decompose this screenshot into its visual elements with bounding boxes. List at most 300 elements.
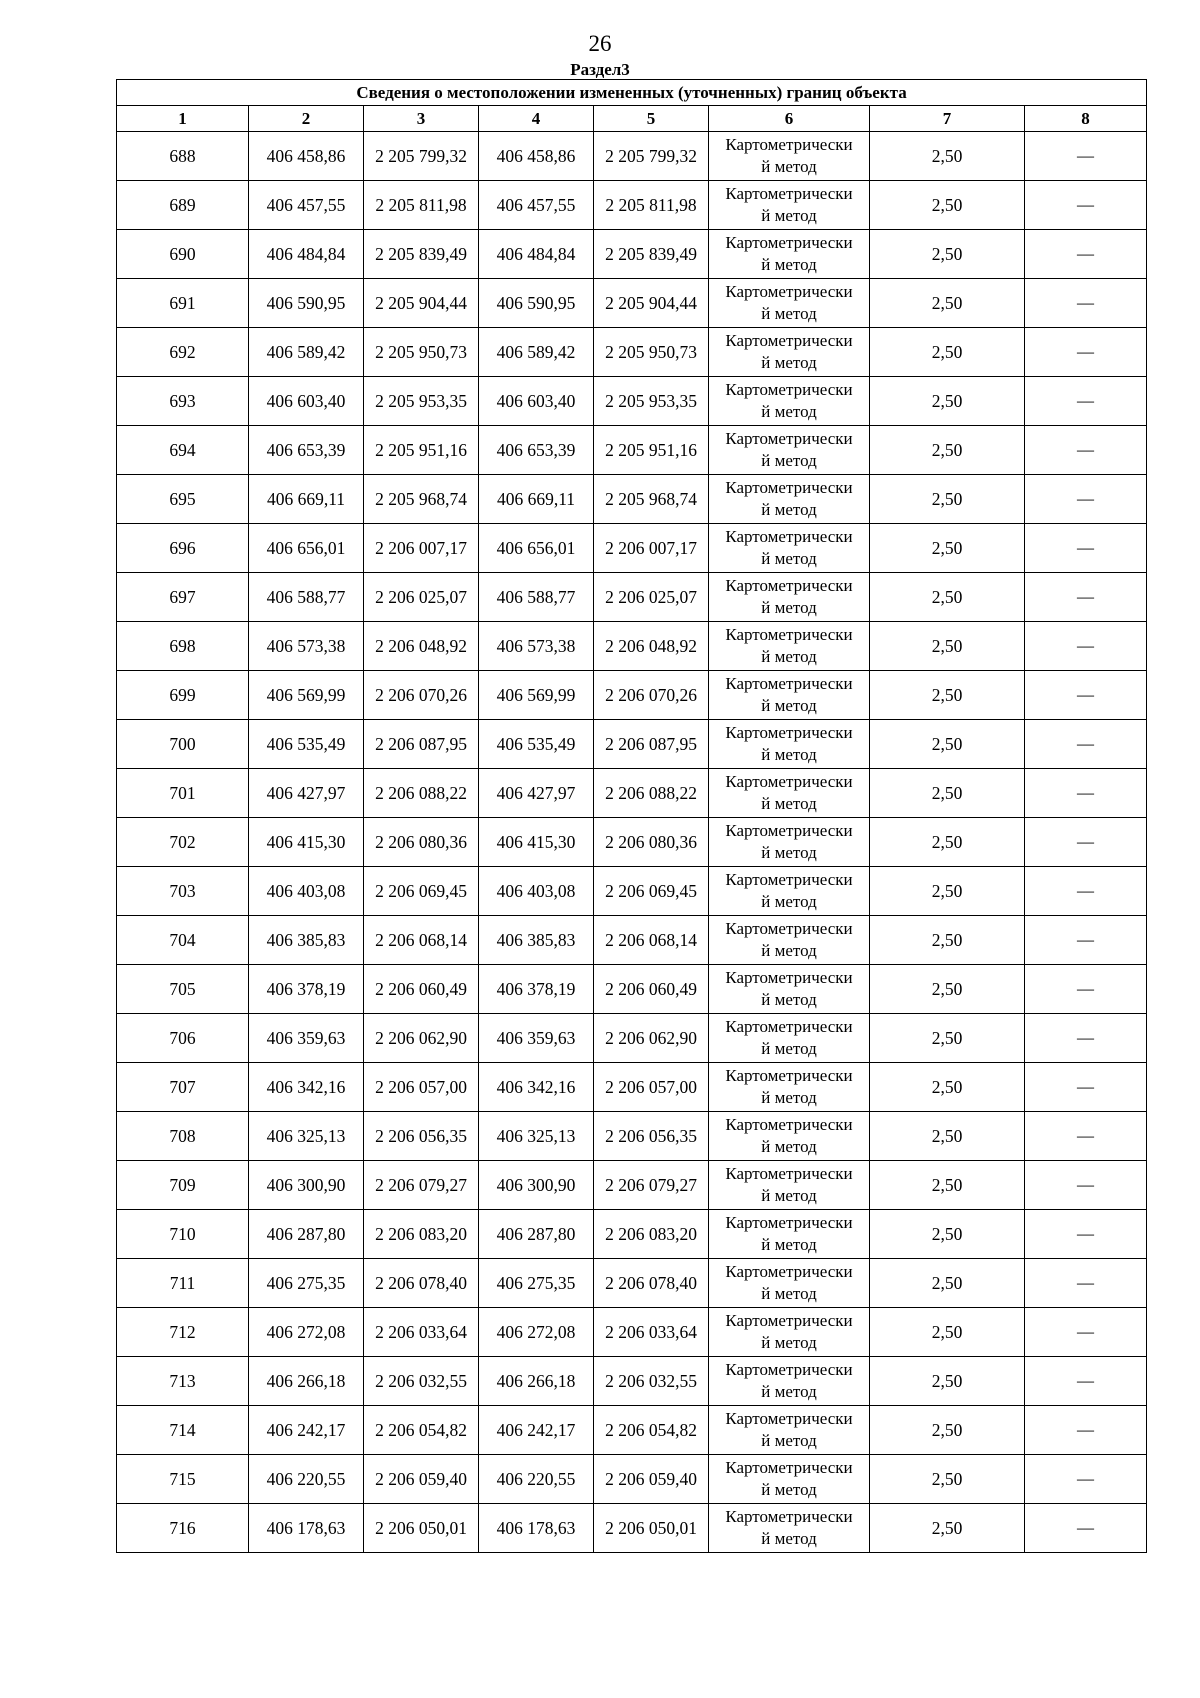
method-text-line2: й метод bbox=[761, 745, 817, 764]
accuracy-cell: 2,50 bbox=[870, 1112, 1025, 1161]
y-coordinate-existing-cell: 2 205 904,44 bbox=[364, 279, 479, 328]
x-coordinate-existing-cell: 406 300,90 bbox=[249, 1161, 364, 1210]
x-coordinate-existing-cell: 406 325,13 bbox=[249, 1112, 364, 1161]
method-text-line2: й метод bbox=[761, 1137, 817, 1156]
method-cell bbox=[709, 1112, 870, 1161]
x-coordinate-existing-cell: 406 656,01 bbox=[249, 524, 364, 573]
x-coordinate-refined-cell: 406 272,08 bbox=[479, 1308, 594, 1357]
y-coordinate-refined-cell: 2 206 025,07 bbox=[594, 573, 709, 622]
x-coordinate-refined-cell: 406 220,55 bbox=[479, 1455, 594, 1504]
method-cell bbox=[709, 867, 870, 916]
y-coordinate-existing-cell: 2 206 080,36 bbox=[364, 818, 479, 867]
y-coordinate-refined-cell: 2 206 088,22 bbox=[594, 769, 709, 818]
method-text-line2: й метод bbox=[761, 500, 817, 519]
x-coordinate-refined-cell: 406 342,16 bbox=[479, 1063, 594, 1112]
x-coordinate-existing-cell: 406 569,99 bbox=[249, 671, 364, 720]
point-number-cell: 694 bbox=[117, 426, 249, 475]
x-coordinate-existing-cell: 406 589,42 bbox=[249, 328, 364, 377]
description-cell: — bbox=[1025, 622, 1147, 671]
description-cell: — bbox=[1025, 867, 1147, 916]
column-number: 7 bbox=[870, 106, 1025, 132]
method-text-line2: й метод bbox=[761, 941, 817, 960]
method-text-line2: й метод bbox=[761, 696, 817, 715]
point-number-cell: 701 bbox=[117, 769, 249, 818]
method-cell bbox=[709, 1014, 870, 1063]
point-number-cell: 697 bbox=[117, 573, 249, 622]
y-coordinate-refined-cell: 2 206 050,01 bbox=[594, 1504, 709, 1553]
column-number: 1 bbox=[117, 106, 249, 132]
description-cell: — bbox=[1025, 818, 1147, 867]
table-row bbox=[117, 818, 1147, 867]
x-coordinate-existing-cell: 406 266,18 bbox=[249, 1357, 364, 1406]
accuracy-cell: 2,50 bbox=[870, 671, 1025, 720]
y-coordinate-existing-cell: 2 205 968,74 bbox=[364, 475, 479, 524]
point-number-cell: 703 bbox=[117, 867, 249, 916]
method-text-line1: Картометрически bbox=[725, 1262, 853, 1281]
y-coordinate-existing-cell: 2 206 069,45 bbox=[364, 867, 479, 916]
accuracy-cell: 2,50 bbox=[870, 1504, 1025, 1553]
x-coordinate-refined-cell: 406 178,63 bbox=[479, 1504, 594, 1553]
method-cell bbox=[709, 1406, 870, 1455]
x-coordinate-refined-cell: 406 653,39 bbox=[479, 426, 594, 475]
accuracy-cell: 2,50 bbox=[870, 328, 1025, 377]
table-row bbox=[117, 279, 1147, 328]
point-number-cell: 711 bbox=[117, 1259, 249, 1308]
y-coordinate-refined-cell: 2 206 080,36 bbox=[594, 818, 709, 867]
accuracy-cell: 2,50 bbox=[870, 769, 1025, 818]
method-text-line2: й метод bbox=[761, 892, 817, 911]
y-coordinate-refined-cell: 2 206 048,92 bbox=[594, 622, 709, 671]
point-number-cell: 693 bbox=[117, 377, 249, 426]
method-text-line1: Картометрически bbox=[725, 429, 853, 448]
x-coordinate-refined-cell: 406 266,18 bbox=[479, 1357, 594, 1406]
method-cell bbox=[709, 132, 870, 181]
x-coordinate-existing-cell: 406 385,83 bbox=[249, 916, 364, 965]
point-number-cell: 708 bbox=[117, 1112, 249, 1161]
x-coordinate-refined-cell: 406 427,97 bbox=[479, 769, 594, 818]
method-text-line1: Картометрически bbox=[725, 576, 853, 595]
table-row bbox=[117, 181, 1147, 230]
method-cell bbox=[709, 524, 870, 573]
accuracy-cell: 2,50 bbox=[870, 279, 1025, 328]
y-coordinate-refined-cell: 2 206 033,64 bbox=[594, 1308, 709, 1357]
description-cell: — bbox=[1025, 1210, 1147, 1259]
description-cell: — bbox=[1025, 916, 1147, 965]
method-text-line1: Картометрически bbox=[725, 1066, 853, 1085]
column-number: 8 bbox=[1025, 106, 1147, 132]
accuracy-cell: 2,50 bbox=[870, 965, 1025, 1014]
description-cell: — bbox=[1025, 1357, 1147, 1406]
method-cell bbox=[709, 671, 870, 720]
description-cell: — bbox=[1025, 1504, 1147, 1553]
y-coordinate-existing-cell: 2 206 025,07 bbox=[364, 573, 479, 622]
method-text-line2: й метод bbox=[761, 353, 817, 372]
y-coordinate-existing-cell: 2 205 839,49 bbox=[364, 230, 479, 279]
x-coordinate-refined-cell: 406 588,77 bbox=[479, 573, 594, 622]
x-coordinate-refined-cell: 406 535,49 bbox=[479, 720, 594, 769]
description-cell: — bbox=[1025, 132, 1147, 181]
x-coordinate-existing-cell: 406 573,38 bbox=[249, 622, 364, 671]
description-cell: — bbox=[1025, 720, 1147, 769]
boundary-coordinates-table bbox=[116, 79, 1147, 1553]
method-cell bbox=[709, 1161, 870, 1210]
method-text-line1: Картометрически bbox=[725, 1164, 853, 1183]
x-coordinate-existing-cell: 406 484,84 bbox=[249, 230, 364, 279]
y-coordinate-existing-cell: 2 206 079,27 bbox=[364, 1161, 479, 1210]
y-coordinate-refined-cell: 2 206 062,90 bbox=[594, 1014, 709, 1063]
method-cell bbox=[709, 622, 870, 671]
y-coordinate-refined-cell: 2 205 950,73 bbox=[594, 328, 709, 377]
y-coordinate-existing-cell: 2 206 007,17 bbox=[364, 524, 479, 573]
description-cell: — bbox=[1025, 1112, 1147, 1161]
method-text-line2: й метод bbox=[761, 1235, 817, 1254]
table-body bbox=[117, 132, 1147, 1553]
accuracy-cell: 2,50 bbox=[870, 426, 1025, 475]
y-coordinate-existing-cell: 2 206 062,90 bbox=[364, 1014, 479, 1063]
method-text-line1: Картометрически bbox=[725, 1213, 853, 1232]
method-text-line1: Картометрически bbox=[725, 527, 853, 546]
y-coordinate-existing-cell: 2 205 811,98 bbox=[364, 181, 479, 230]
table-row bbox=[117, 328, 1147, 377]
y-coordinate-refined-cell: 2 206 057,00 bbox=[594, 1063, 709, 1112]
point-number-cell: 704 bbox=[117, 916, 249, 965]
y-coordinate-existing-cell: 2 206 087,95 bbox=[364, 720, 479, 769]
table-row bbox=[117, 1112, 1147, 1161]
method-text-line2: й метод bbox=[761, 402, 817, 421]
table-row bbox=[117, 867, 1147, 916]
description-cell: — bbox=[1025, 965, 1147, 1014]
point-number-cell: 702 bbox=[117, 818, 249, 867]
method-cell bbox=[709, 475, 870, 524]
x-coordinate-refined-cell: 406 275,35 bbox=[479, 1259, 594, 1308]
y-coordinate-existing-cell: 2 205 799,32 bbox=[364, 132, 479, 181]
description-cell: — bbox=[1025, 671, 1147, 720]
method-text-line2: й метод bbox=[761, 647, 817, 666]
method-text-line2: й метод bbox=[761, 206, 817, 225]
point-number-cell: 691 bbox=[117, 279, 249, 328]
accuracy-cell: 2,50 bbox=[870, 720, 1025, 769]
table-row bbox=[117, 1455, 1147, 1504]
x-coordinate-existing-cell: 406 653,39 bbox=[249, 426, 364, 475]
method-text-line1: Картометрически bbox=[725, 870, 853, 889]
method-text-line1: Картометрически bbox=[725, 1458, 853, 1477]
x-coordinate-refined-cell: 406 287,80 bbox=[479, 1210, 594, 1259]
table-row bbox=[117, 132, 1147, 181]
method-cell bbox=[709, 916, 870, 965]
accuracy-cell: 2,50 bbox=[870, 818, 1025, 867]
description-cell: — bbox=[1025, 1063, 1147, 1112]
point-number-cell: 690 bbox=[117, 230, 249, 279]
x-coordinate-refined-cell: 406 300,90 bbox=[479, 1161, 594, 1210]
y-coordinate-refined-cell: 2 205 968,74 bbox=[594, 475, 709, 524]
x-coordinate-existing-cell: 406 178,63 bbox=[249, 1504, 364, 1553]
x-coordinate-refined-cell: 406 589,42 bbox=[479, 328, 594, 377]
method-text-line1: Картометрически bbox=[725, 135, 853, 154]
method-text-line1: Картометрически bbox=[725, 968, 853, 987]
description-cell: — bbox=[1025, 1308, 1147, 1357]
x-coordinate-refined-cell: 406 385,83 bbox=[479, 916, 594, 965]
table-row bbox=[117, 1308, 1147, 1357]
x-coordinate-existing-cell: 406 458,86 bbox=[249, 132, 364, 181]
method-text-line2: й метод bbox=[761, 1088, 817, 1107]
section-title: Раздел3 bbox=[570, 60, 630, 79]
method-text-line2: й метод bbox=[761, 843, 817, 862]
x-coordinate-existing-cell: 406 427,97 bbox=[249, 769, 364, 818]
point-number-cell: 692 bbox=[117, 328, 249, 377]
description-cell: — bbox=[1025, 573, 1147, 622]
point-number-cell: 706 bbox=[117, 1014, 249, 1063]
y-coordinate-refined-cell: 2 206 060,49 bbox=[594, 965, 709, 1014]
accuracy-cell: 2,50 bbox=[870, 867, 1025, 916]
method-text-line1: Картометрически bbox=[725, 1311, 853, 1330]
description-cell: — bbox=[1025, 524, 1147, 573]
x-coordinate-existing-cell: 406 287,80 bbox=[249, 1210, 364, 1259]
y-coordinate-existing-cell: 2 206 088,22 bbox=[364, 769, 479, 818]
table-caption-row bbox=[117, 80, 1147, 106]
point-number-cell: 699 bbox=[117, 671, 249, 720]
y-coordinate-refined-cell: 2 206 056,35 bbox=[594, 1112, 709, 1161]
point-number-cell: 712 bbox=[117, 1308, 249, 1357]
accuracy-cell: 2,50 bbox=[870, 573, 1025, 622]
method-text-line2: й метод bbox=[761, 1039, 817, 1058]
y-coordinate-existing-cell: 2 206 033,64 bbox=[364, 1308, 479, 1357]
method-text-line1: Картометрически bbox=[725, 380, 853, 399]
x-coordinate-refined-cell: 406 325,13 bbox=[479, 1112, 594, 1161]
y-coordinate-existing-cell: 2 206 078,40 bbox=[364, 1259, 479, 1308]
x-coordinate-refined-cell: 406 484,84 bbox=[479, 230, 594, 279]
x-coordinate-existing-cell: 406 220,55 bbox=[249, 1455, 364, 1504]
table-caption: Сведения о местоположении измененных (уточненных) границ объекта bbox=[117, 80, 1147, 106]
column-number: 2 bbox=[249, 106, 364, 132]
column-number: 5 bbox=[594, 106, 709, 132]
method-cell bbox=[709, 1504, 870, 1553]
x-coordinate-existing-cell: 406 415,30 bbox=[249, 818, 364, 867]
y-coordinate-refined-cell: 2 206 083,20 bbox=[594, 1210, 709, 1259]
accuracy-cell: 2,50 bbox=[870, 181, 1025, 230]
y-coordinate-existing-cell: 2 206 060,49 bbox=[364, 965, 479, 1014]
method-text-line1: Картометрически bbox=[725, 821, 853, 840]
x-coordinate-refined-cell: 406 359,63 bbox=[479, 1014, 594, 1063]
method-cell bbox=[709, 720, 870, 769]
method-text-line1: Картометрически bbox=[725, 1507, 853, 1526]
method-text-line1: Картометрически bbox=[725, 233, 853, 252]
method-text-line2: й метод bbox=[761, 157, 817, 176]
y-coordinate-existing-cell: 2 205 951,16 bbox=[364, 426, 479, 475]
table-row bbox=[117, 1063, 1147, 1112]
x-coordinate-existing-cell: 406 272,08 bbox=[249, 1308, 364, 1357]
description-cell: — bbox=[1025, 426, 1147, 475]
description-cell: — bbox=[1025, 1259, 1147, 1308]
method-text-line1: Картометрически bbox=[725, 625, 853, 644]
table-row bbox=[117, 230, 1147, 279]
y-coordinate-refined-cell: 2 206 032,55 bbox=[594, 1357, 709, 1406]
point-number-cell: 688 bbox=[117, 132, 249, 181]
accuracy-cell: 2,50 bbox=[870, 1455, 1025, 1504]
y-coordinate-refined-cell: 2 206 069,45 bbox=[594, 867, 709, 916]
method-text-line1: Картометрически bbox=[725, 723, 853, 742]
description-cell: — bbox=[1025, 769, 1147, 818]
point-number-cell: 707 bbox=[117, 1063, 249, 1112]
method-text-line2: й метод bbox=[761, 1431, 817, 1450]
method-cell bbox=[709, 818, 870, 867]
column-numbers-row bbox=[117, 106, 1147, 132]
method-text-line2: й метод bbox=[761, 794, 817, 813]
table-row bbox=[117, 1357, 1147, 1406]
point-number-cell: 716 bbox=[117, 1504, 249, 1553]
point-number-cell: 700 bbox=[117, 720, 249, 769]
x-coordinate-existing-cell: 406 588,77 bbox=[249, 573, 364, 622]
table-row bbox=[117, 769, 1147, 818]
y-coordinate-refined-cell: 2 205 953,35 bbox=[594, 377, 709, 426]
description-cell: — bbox=[1025, 181, 1147, 230]
accuracy-cell: 2,50 bbox=[870, 524, 1025, 573]
description-cell: — bbox=[1025, 230, 1147, 279]
method-text-line2: й метод bbox=[761, 549, 817, 568]
method-text-line2: й метод bbox=[761, 1480, 817, 1499]
x-coordinate-refined-cell: 406 415,30 bbox=[479, 818, 594, 867]
accuracy-cell: 2,50 bbox=[870, 622, 1025, 671]
point-number-cell: 689 bbox=[117, 181, 249, 230]
y-coordinate-existing-cell: 2 206 057,00 bbox=[364, 1063, 479, 1112]
point-number-cell: 705 bbox=[117, 965, 249, 1014]
table-row bbox=[117, 1406, 1147, 1455]
method-cell bbox=[709, 1357, 870, 1406]
point-number-cell: 713 bbox=[117, 1357, 249, 1406]
y-coordinate-existing-cell: 2 206 059,40 bbox=[364, 1455, 479, 1504]
y-coordinate-refined-cell: 2 206 079,27 bbox=[594, 1161, 709, 1210]
method-cell bbox=[709, 573, 870, 622]
x-coordinate-refined-cell: 406 669,11 bbox=[479, 475, 594, 524]
point-number-cell: 709 bbox=[117, 1161, 249, 1210]
y-coordinate-refined-cell: 2 206 007,17 bbox=[594, 524, 709, 573]
description-cell: — bbox=[1025, 377, 1147, 426]
x-coordinate-existing-cell: 406 359,63 bbox=[249, 1014, 364, 1063]
table-row bbox=[117, 1161, 1147, 1210]
method-text-line2: й метод bbox=[761, 451, 817, 470]
method-text-line1: Картометрически bbox=[725, 184, 853, 203]
x-coordinate-existing-cell: 406 669,11 bbox=[249, 475, 364, 524]
method-text-line1: Картометрически bbox=[725, 919, 853, 938]
method-text-line2: й метод bbox=[761, 598, 817, 617]
y-coordinate-existing-cell: 2 205 953,35 bbox=[364, 377, 479, 426]
accuracy-cell: 2,50 bbox=[870, 1308, 1025, 1357]
method-cell bbox=[709, 965, 870, 1014]
y-coordinate-existing-cell: 2 206 083,20 bbox=[364, 1210, 479, 1259]
method-text-line2: й метод bbox=[761, 1284, 817, 1303]
x-coordinate-refined-cell: 406 656,01 bbox=[479, 524, 594, 573]
accuracy-cell: 2,50 bbox=[870, 1161, 1025, 1210]
accuracy-cell: 2,50 bbox=[870, 1210, 1025, 1259]
x-coordinate-refined-cell: 406 458,86 bbox=[479, 132, 594, 181]
x-coordinate-refined-cell: 406 603,40 bbox=[479, 377, 594, 426]
description-cell: — bbox=[1025, 475, 1147, 524]
y-coordinate-refined-cell: 2 206 087,95 bbox=[594, 720, 709, 769]
y-coordinate-existing-cell: 2 206 054,82 bbox=[364, 1406, 479, 1455]
method-text-line2: й метод bbox=[761, 990, 817, 1009]
x-coordinate-refined-cell: 406 590,95 bbox=[479, 279, 594, 328]
table-row bbox=[117, 475, 1147, 524]
accuracy-cell: 2,50 bbox=[870, 1259, 1025, 1308]
accuracy-cell: 2,50 bbox=[870, 230, 1025, 279]
y-coordinate-existing-cell: 2 206 032,55 bbox=[364, 1357, 479, 1406]
accuracy-cell: 2,50 bbox=[870, 1014, 1025, 1063]
y-coordinate-refined-cell: 2 206 078,40 bbox=[594, 1259, 709, 1308]
x-coordinate-refined-cell: 406 573,38 bbox=[479, 622, 594, 671]
point-number-cell: 710 bbox=[117, 1210, 249, 1259]
point-number-cell: 715 bbox=[117, 1455, 249, 1504]
description-cell: — bbox=[1025, 1406, 1147, 1455]
method-text-line1: Картометрически bbox=[725, 772, 853, 791]
accuracy-cell: 2,50 bbox=[870, 916, 1025, 965]
table-row bbox=[117, 573, 1147, 622]
x-coordinate-refined-cell: 406 569,99 bbox=[479, 671, 594, 720]
y-coordinate-refined-cell: 2 206 070,26 bbox=[594, 671, 709, 720]
table-row bbox=[117, 622, 1147, 671]
method-text-line2: й метод bbox=[761, 255, 817, 274]
method-cell bbox=[709, 1063, 870, 1112]
x-coordinate-existing-cell: 406 590,95 bbox=[249, 279, 364, 328]
method-cell bbox=[709, 1259, 870, 1308]
y-coordinate-existing-cell: 2 206 050,01 bbox=[364, 1504, 479, 1553]
method-cell bbox=[709, 1210, 870, 1259]
x-coordinate-refined-cell: 406 242,17 bbox=[479, 1406, 594, 1455]
table-row bbox=[117, 1259, 1147, 1308]
method-cell bbox=[709, 279, 870, 328]
method-text-line2: й метод bbox=[761, 1186, 817, 1205]
method-cell bbox=[709, 230, 870, 279]
x-coordinate-existing-cell: 406 275,35 bbox=[249, 1259, 364, 1308]
method-text-line1: Картометрически bbox=[725, 1017, 853, 1036]
page-number: 26 bbox=[588, 31, 612, 56]
method-text-line2: й метод bbox=[761, 1382, 817, 1401]
table-row bbox=[117, 426, 1147, 475]
column-number: 6 bbox=[709, 106, 870, 132]
table-row bbox=[117, 1014, 1147, 1063]
method-text-line1: Картометрически bbox=[725, 282, 853, 301]
method-cell bbox=[709, 377, 870, 426]
method-text-line1: Картометрически bbox=[725, 1115, 853, 1134]
method-cell bbox=[709, 1308, 870, 1357]
point-number-cell: 696 bbox=[117, 524, 249, 573]
x-coordinate-refined-cell: 406 457,55 bbox=[479, 181, 594, 230]
y-coordinate-refined-cell: 2 205 839,49 bbox=[594, 230, 709, 279]
point-number-cell: 714 bbox=[117, 1406, 249, 1455]
x-coordinate-existing-cell: 406 603,40 bbox=[249, 377, 364, 426]
method-text-line1: Картометрически bbox=[725, 1409, 853, 1428]
method-cell bbox=[709, 426, 870, 475]
point-number-cell: 698 bbox=[117, 622, 249, 671]
table-row bbox=[117, 377, 1147, 426]
point-number-cell: 695 bbox=[117, 475, 249, 524]
method-cell bbox=[709, 1455, 870, 1504]
y-coordinate-existing-cell: 2 206 056,35 bbox=[364, 1112, 479, 1161]
table-row bbox=[117, 1504, 1147, 1553]
y-coordinate-refined-cell: 2 205 904,44 bbox=[594, 279, 709, 328]
method-text-line1: Картометрически bbox=[725, 478, 853, 497]
method-text-line1: Картометрически bbox=[725, 1360, 853, 1379]
table-row bbox=[117, 671, 1147, 720]
x-coordinate-existing-cell: 406 535,49 bbox=[249, 720, 364, 769]
x-coordinate-existing-cell: 406 403,08 bbox=[249, 867, 364, 916]
column-number: 3 bbox=[364, 106, 479, 132]
y-coordinate-existing-cell: 2 205 950,73 bbox=[364, 328, 479, 377]
table-row bbox=[117, 524, 1147, 573]
method-cell bbox=[709, 769, 870, 818]
y-coordinate-refined-cell: 2 205 811,98 bbox=[594, 181, 709, 230]
description-cell: — bbox=[1025, 1455, 1147, 1504]
x-coordinate-existing-cell: 406 342,16 bbox=[249, 1063, 364, 1112]
x-coordinate-existing-cell: 406 242,17 bbox=[249, 1406, 364, 1455]
